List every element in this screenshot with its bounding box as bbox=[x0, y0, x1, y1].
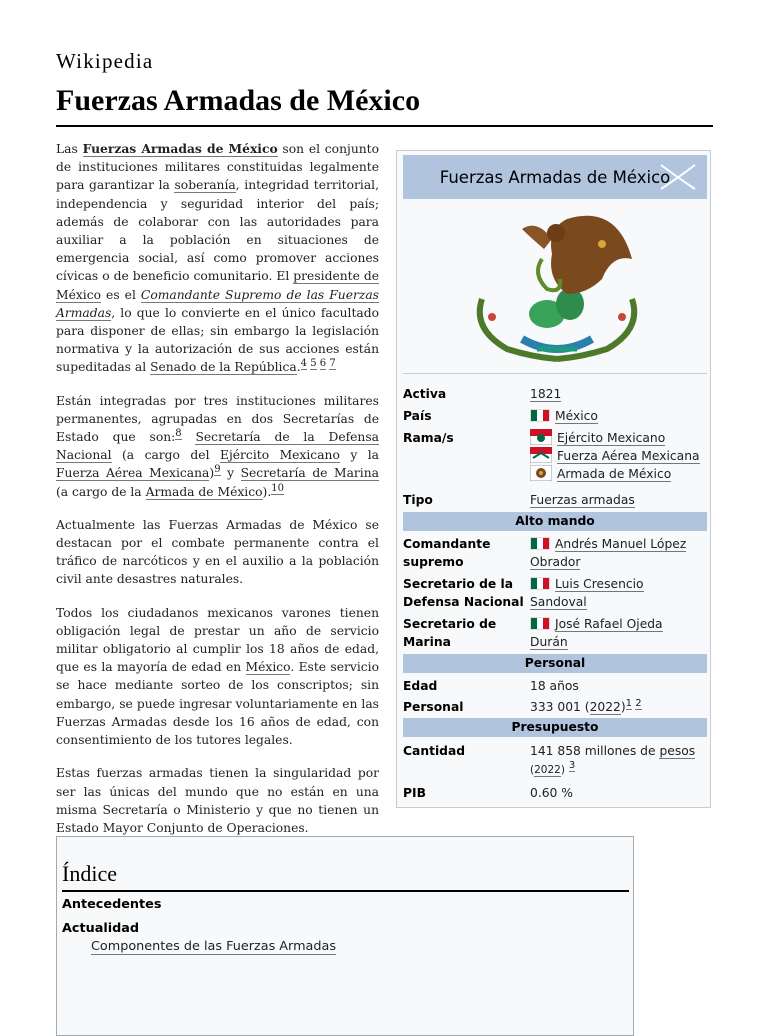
label-cantidad: Cantidad bbox=[403, 744, 466, 758]
link-semar[interactable]: Secretaría de Marina bbox=[240, 466, 379, 481]
page-title: Fuerzas Armadas de México bbox=[56, 84, 421, 117]
link-ejercito[interactable]: Ejército Mexicano bbox=[219, 448, 340, 463]
ref-6[interactable]: 6 bbox=[319, 358, 327, 370]
value-pais[interactable]: México bbox=[555, 409, 598, 423]
infobox-separator bbox=[403, 373, 707, 374]
label-pais: País bbox=[403, 409, 432, 423]
toc-item-actualidad[interactable]: Actualidad bbox=[62, 921, 140, 936]
toc-title: Índice bbox=[62, 861, 117, 886]
toc-item-componentes[interactable]: Componentes de las Fuerzas Armadas bbox=[91, 939, 337, 954]
band-alto-mando: Alto mando bbox=[403, 512, 707, 531]
title-divider bbox=[56, 125, 713, 127]
infobox-title: Fuerzas Armadas de México bbox=[403, 155, 707, 199]
army-flag-icon bbox=[530, 429, 552, 445]
label-tipo: Tipo bbox=[403, 493, 433, 507]
label-ramas: Rama/s bbox=[403, 431, 454, 445]
link-armada[interactable]: Armada de México bbox=[145, 484, 263, 499]
ref-1[interactable]: 1 bbox=[625, 697, 633, 709]
ref-4[interactable]: 4 bbox=[300, 358, 308, 370]
ref-9[interactable]: 9 bbox=[214, 464, 221, 476]
label-semar: Secretario de Marina bbox=[403, 617, 497, 649]
link-2022-budget[interactable]: 2022 bbox=[534, 764, 561, 776]
link-senado[interactable]: Senado de la República bbox=[150, 360, 297, 375]
value-fuerza-aerea[interactable]: Fuerza Aérea Mexicana bbox=[557, 449, 700, 463]
mexico-flag-icon bbox=[530, 617, 550, 630]
value-armada[interactable]: Armada de México bbox=[557, 467, 672, 481]
label-pib: PIB bbox=[403, 786, 426, 800]
mexico-flag-icon bbox=[530, 409, 550, 422]
value-activa[interactable]: 1821 bbox=[530, 387, 562, 401]
band-presupuesto: Presupuesto bbox=[403, 718, 707, 737]
air-force-flag-icon bbox=[530, 447, 552, 463]
paragraph-servicio-militar: Todos los ciudadanos mexicanos varones tienen obligación legal de prestar un año de servicio militar obligatorio al cumplir los 18 años de edad, que es la mayoría de edad en México. Este servicio se hace mediante sorteo de los conscriptos; sin embargo, se puede ingresar voluntariamente en las Fuerzas Armadas desde los 16 años de edad, con consentimiento de los tutores legales. bbox=[56, 605, 379, 748]
value-comandante[interactable]: Andrés Manuel López Obrador bbox=[530, 537, 687, 569]
article-body bbox=[56, 140, 379, 852]
value-edad: 18 años bbox=[530, 679, 579, 693]
ref-2[interactable]: 2 bbox=[635, 697, 642, 709]
link-fuerza-aerea[interactable]: Fuerza Aérea Mexicana bbox=[56, 466, 210, 481]
paragraph-singularidad: Estas fuerzas armadas tienen la singularidad por ser las únicas del mundo que no están en una misma Secretaría o Ministerio y que no tienen un Estado Mayor Conjunto de Operaciones. bbox=[56, 766, 379, 835]
ref-8[interactable]: 8 bbox=[175, 427, 182, 439]
value-pib: 0.60 % bbox=[530, 786, 573, 800]
paragraph-integradas: Están integradas por tres instituciones militares permanentes, agrupadas en dos Secretarías de Estado que son:$^8$ Secretaría de la Defensa Nacional (a cargo del Ejército Mexicano y la Fuerza Aérea Mexicana)$^9$ y Secretaría de Marina (a cargo de la Armada de México).$^{10}$ bbox=[56, 393, 380, 499]
wikipedia-logo[interactable]: Wikipedia bbox=[56, 49, 154, 73]
link-soberania[interactable]: soberanía bbox=[174, 178, 236, 193]
crossed-sabres-icon bbox=[657, 161, 699, 193]
link-2022[interactable]: 2022 bbox=[589, 700, 621, 714]
infobox bbox=[396, 150, 711, 808]
link-comandante-supremo[interactable]: Comandante Supremo de las Fuerzas Armadas bbox=[56, 287, 379, 320]
band-personal: Personal bbox=[403, 654, 707, 673]
link-pesos[interactable]: pesos bbox=[659, 744, 696, 758]
ref-3[interactable]: 3 bbox=[568, 759, 576, 771]
link-fuerzas-armadas[interactable]: Fuerzas Armadas de México bbox=[82, 141, 278, 156]
label-edad: Edad bbox=[403, 679, 438, 693]
value-tipo[interactable]: Fuerzas armadas bbox=[530, 493, 635, 507]
value-personal: 333 001 $(2022)^{1 2}$ bbox=[530, 697, 642, 714]
mexico-flag-icon bbox=[530, 537, 550, 550]
table-of-contents bbox=[56, 836, 634, 1036]
value-semar[interactable]: José Rafael Ojeda Durán bbox=[530, 617, 663, 649]
paragraph-actualmente: Actualmente las Fuerzas Armadas de México se destacan por el combate permanente contra el tráfico de narcóticos y en el auxilio a la población civil ante desastres naturales. bbox=[56, 517, 379, 587]
label-sedena: Secretario de la Defensa Nacional bbox=[403, 577, 524, 609]
navy-flag-icon bbox=[530, 465, 552, 481]
ref-5[interactable]: 5 bbox=[310, 358, 317, 370]
value-cantidad: 141 858 millones de pesos (2022) $^3$ bbox=[530, 744, 696, 776]
ref-7[interactable]: 7 bbox=[329, 358, 336, 370]
coat-of-arms-icon[interactable] bbox=[452, 199, 662, 369]
value-sedena[interactable]: Luis Cresencio Sandoval bbox=[530, 577, 644, 609]
paragraph-intro: Las Fuerzas Armadas de México son el conjunto de instituciones militares constituidas legalmente para garantizar la soberanía, integridad territorial, independencia y seguridad interior del país; además de colaborar con las autoridades para auxiliar a la población en situaciones de emergencia social, así como promover acciones cívicas o de beneficio comunitario. El presidente de México es el Comandante Supremo de las Fuerzas Armadas, lo que lo convierte en el único facultado para disponer de ellas; sin embargo la legislación normativa y la autorización de sus acciones están supeditadas al Senado de la República.$^{4 5 6 7}$ bbox=[56, 141, 379, 375]
value-ejercito[interactable]: Ejército Mexicano bbox=[557, 431, 666, 445]
label-comandante: Comandante supremo bbox=[403, 537, 491, 569]
link-sedena[interactable]: Secretaría de la Defensa Nacional bbox=[56, 430, 379, 463]
ref-10[interactable]: 10 bbox=[271, 482, 284, 494]
link-presidente[interactable]: presidente de México bbox=[56, 269, 379, 302]
toc-item-antecedentes[interactable]: Antecedentes bbox=[62, 897, 162, 912]
label-activa: Activa bbox=[403, 387, 447, 401]
toc-divider bbox=[62, 890, 629, 892]
mexico-flag-icon bbox=[530, 577, 550, 590]
label-personal: Personal bbox=[403, 700, 464, 714]
link-mexico[interactable]: México bbox=[245, 660, 291, 675]
